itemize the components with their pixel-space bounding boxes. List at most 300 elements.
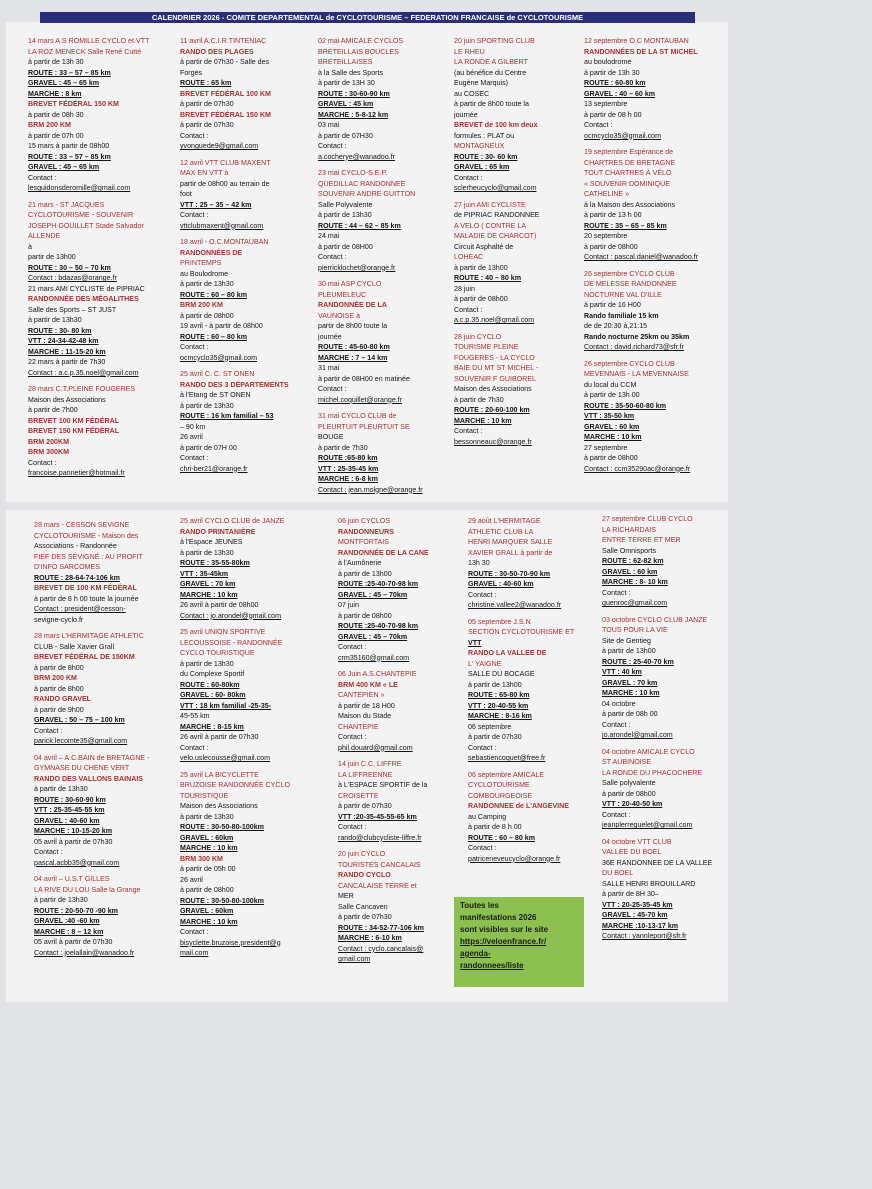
- entry-line: ROUTE : 45-60-80 km: [318, 343, 390, 351]
- entry-line: GRAVEL : 45 – 70km: [338, 632, 408, 641]
- entry-line: à partir de 13h30: [28, 316, 82, 324]
- contact-email[interactable]: chri-ber21@orange.fr: [180, 464, 248, 473]
- entry-line: 30 mai ASP CYCLO: [318, 280, 382, 288]
- entry-line: 25 avril UNION SPORTIVE: [180, 628, 266, 636]
- event-entry: [454, 332, 588, 448]
- contact-email[interactable]: jeanplerreguelet@gmail.com: [602, 821, 693, 829]
- entry-line: JOSEPH GOUILLET Stade Salvador: [28, 221, 144, 230]
- entry-line: 11 avril A.C.I.R.TINTENIAC: [180, 37, 267, 45]
- entry-line: à la Salle des Sports: [318, 68, 384, 77]
- entry-line: ROUTE :25-40-70-98 km: [338, 580, 419, 588]
- entry-line: PLEURTUIT PLEURTUIT SE: [318, 422, 410, 431]
- event-entry: [454, 200, 588, 326]
- entry-line: Maison des Associations: [28, 395, 106, 404]
- entry-line: BRM 200 KM: [180, 301, 223, 309]
- entry-line: BRETEILLAISES: [318, 58, 373, 66]
- entry-line: COMBOURGEOISE: [468, 791, 533, 800]
- entry-line: à partir de 07h30: [338, 802, 392, 810]
- contact-email[interactable]: Contact : jo.arondel@gmail.com: [180, 611, 282, 620]
- entry-line: à partir de 18 H00: [338, 701, 395, 710]
- entry-line: Contact :: [318, 385, 347, 393]
- entry-line: Contact :: [318, 142, 347, 150]
- entry-line: 20 juin SPORTING CLUB: [454, 37, 535, 45]
- entry-line: 24 mai: [318, 232, 340, 240]
- entry-line: RANDONNÉE DE LA: [318, 301, 387, 309]
- column-2-top: [180, 36, 314, 480]
- entry-line: ROUTE : 60-80km: [180, 680, 240, 689]
- column-4-bottom: [468, 516, 602, 870]
- entry-line: VTT: [468, 638, 482, 647]
- column-4-top: [454, 36, 588, 453]
- entry-line: 26 avril à partir de 08h00: [180, 601, 259, 609]
- entry-line: à partir de 08H00 en matinée: [318, 374, 410, 383]
- entry-line: partir de 13h00: [28, 253, 76, 261]
- entry-line: MARCHE : 10 km: [454, 416, 512, 425]
- entry-line: à partir de 08h 30: [28, 110, 84, 119]
- entry-line: à partir de 13h30: [180, 548, 234, 557]
- entry-line: 27 septembre: [584, 443, 628, 452]
- contact-email[interactable]: Contact : jean.molgne@orange.fr: [318, 485, 423, 494]
- contact-email[interactable]: Contact : joelallain@wanadoo.fr: [34, 948, 135, 957]
- entry-line: Contact :: [180, 211, 209, 219]
- entry-line: ROUTE : 28-64-74-106 km: [34, 573, 120, 582]
- entry-line: RANDONNEE de L'ANGEVINE: [468, 802, 570, 810]
- entry-line: ROUTE : 60 – 80 km: [180, 332, 248, 341]
- entry-line: 05 avril à partir de 07h30: [34, 938, 113, 946]
- entry-line: VTT : 20-25-35-45 km: [602, 900, 673, 909]
- entry-line: BRM 200 KM: [34, 674, 77, 682]
- entry-line: Contact :: [454, 173, 483, 182]
- entry-line: MARCHE : 10-15-20 km: [34, 827, 113, 835]
- entry-line: SECTION CYCLOTOURISME ET: [468, 628, 575, 636]
- entry-line: RANDO LA VALLEE DE: [468, 649, 547, 657]
- entry-line: 36E RANDONNEE DE LA VALLEE: [602, 858, 713, 867]
- entry-line: Eugène Marquis): [454, 79, 509, 87]
- entry-line: 28 juin CYCLO: [454, 332, 502, 341]
- event-entry: [602, 747, 736, 831]
- entry-line: VTT : 20-40-55 km: [468, 701, 529, 710]
- entry-line: GRAVEL : 50 – 75 – 100 km: [34, 716, 125, 724]
- column-3-top: [318, 36, 452, 501]
- entry-line: ROUTE : 33 – 57 – 85 km: [28, 68, 111, 77]
- entry-line: de de 20:30 à,21:15: [584, 322, 648, 330]
- contact-email[interactable]: Contact : bdazas@orange.fr: [28, 274, 117, 282]
- entry-line: à partir de 07h30 - Salle des: [180, 58, 270, 66]
- entry-line: ROUTE : 25-40-70 km: [602, 657, 674, 666]
- entry-line: Salle polyvalente: [602, 779, 656, 787]
- entry-line: à partir de 08h00: [584, 242, 638, 251]
- entry-line: ROUTE : 33 – 57 – 85 km: [28, 152, 111, 161]
- entry-line: à partir de 8h00 toute la: [454, 100, 529, 108]
- entry-line: à: [28, 242, 32, 251]
- entry-line: ROUTE : 30- 80 km: [28, 326, 92, 335]
- entry-line: ROUTE : 34-52-77-106 km: [338, 923, 424, 932]
- entry-line: à partir de 8h00: [34, 663, 84, 672]
- entry-line: NOCTURNE VAL D'ILLE: [584, 290, 662, 299]
- entry-line: Contact :: [602, 810, 631, 819]
- entry-line: MARCHE : 11-15-20 km: [28, 347, 106, 356]
- entry-line: à partir de 13H 30: [318, 79, 375, 87]
- event-entry: [34, 520, 168, 625]
- entry-line: – 90 km: [180, 422, 206, 431]
- entry-line: ROUTE : 16 km familial – 53: [180, 412, 274, 420]
- contact-email[interactable]: yvonguede9@gmail.com: [180, 142, 259, 150]
- entry-line: ROUTE : 35-55-80km: [180, 559, 250, 567]
- entry-line: DE MELESSE RANDONNEE: [584, 280, 677, 288]
- entry-line: à l'Etang de ST ONEN: [180, 391, 251, 399]
- entry-line: à partir de 08 h 00: [584, 110, 642, 119]
- column-3-bottom: [338, 516, 472, 971]
- entry-line: Maison des Associations: [454, 385, 532, 393]
- entry-line: CROISETTE: [338, 791, 379, 800]
- entry-line: VTT : 20-40-50 km: [602, 800, 663, 808]
- contact-email[interactable]: Contact : david.richard73@sfr.fr: [584, 343, 684, 351]
- entry-line: 05 septembre J.S.N: [468, 617, 531, 626]
- entry-line: VTT : 18 km familial -25-35-: [180, 701, 272, 710]
- event-entry: [584, 359, 729, 475]
- entry-line: BAIE DU MT ST MICHEL -: [454, 364, 539, 372]
- entry-line: à L'ESPACE SPORTIF de la: [338, 781, 428, 789]
- entry-line: ROUTE : 35-50-60-80 km: [584, 401, 667, 410]
- entry-line: TOUT CHARTRES À VÉLO: [584, 169, 672, 177]
- contact-email[interactable]: pierricklochet@orange.fr: [318, 263, 396, 272]
- entry-line: PLEUMELEUC: [318, 290, 367, 299]
- entry-line: Contact :: [180, 131, 209, 140]
- entry-line: 02 mai AMICALE CYCLOS: [318, 37, 404, 45]
- entry-line: à partir de 8h00: [34, 684, 84, 693]
- entry-line: Rando familiale 15 km: [584, 311, 659, 320]
- event-entry: [34, 753, 168, 869]
- entry-line: QUEDILLAC RANDONNEE: [318, 179, 406, 188]
- entry-line: 28 mars L'HERMITAGE ATHLETIC: [34, 632, 144, 640]
- column-1-bottom: [34, 520, 168, 964]
- contact-email[interactable]: a.cocherye@wanadoo.fr: [318, 152, 395, 161]
- entry-line: MALADIE DE CHARCOT): [454, 232, 537, 240]
- contact-email[interactable]: a.c.p.35.noel@gmail.com: [454, 316, 535, 324]
- entry-line: à partir de 13h30: [318, 211, 372, 219]
- event-entry: [28, 200, 162, 379]
- contact-email[interactable]: sclerheucyclo@gmail.com: [454, 184, 537, 192]
- entry-line: ROUTE : 20-60-100 km: [454, 406, 530, 414]
- entry-line: à partir de 07H30: [318, 131, 373, 140]
- contact-email[interactable]: ocmcyclo35@gmail.com: [180, 353, 257, 362]
- entry-line: SOUVENIR F GUIBOREL: [454, 374, 536, 383]
- entry-line: à partir de 08h 00: [602, 710, 658, 718]
- entry-line: BREVET 100 KM FÉDÉRAL: [28, 416, 120, 425]
- contact-email[interactable]: bisyclette.bruzoise.president@g: [180, 938, 281, 947]
- entry-line: VTT : 35-50 km: [584, 412, 635, 420]
- entry-line: RANDO PRINTANIÈRE: [180, 527, 256, 536]
- contact-email[interactable]: parick.lecomte35@gmail.com: [34, 737, 128, 745]
- entry-line: à partir de 08h00: [180, 886, 234, 894]
- event-entry: [28, 36, 162, 194]
- entry-line: CANCALAISE TERRE et: [338, 881, 417, 890]
- entry-line: RANDO DES 3 DÉPARTEMENTS: [180, 380, 289, 389]
- contact-email[interactable]: Contact : cyclo.cancalais@: [338, 944, 424, 953]
- entry-line: MER: [338, 892, 354, 900]
- contact-email[interactable]: christine.vallee2@wanadoo.fr: [468, 601, 562, 609]
- entry-line: partir de 8h00 toute la: [318, 322, 388, 330]
- entry-line: 04 octobre VTT CLUB: [602, 837, 672, 846]
- entry-line: 15 mars à partir de 08h00: [28, 142, 110, 150]
- entry-line: sevigne-cyclo.fr: [34, 615, 84, 624]
- contact-email[interactable]: gmail.com: [338, 955, 371, 963]
- entry-line: journée: [318, 332, 342, 341]
- entry-line: Contact :: [468, 844, 497, 852]
- event-entry: [180, 237, 314, 363]
- entry-line: ROUTE : 30-50-70-90 km: [468, 569, 551, 578]
- contact-email[interactable]: ocmcyclo35@gmail.com: [584, 131, 661, 140]
- entry-line: à partir de 08h00: [584, 454, 638, 462]
- entry-line: RANDO DES VALLONS BAINAIS: [34, 774, 144, 783]
- entry-line: GRAVEL :40 -60 km: [34, 917, 100, 925]
- entry-line: Maison du Stade: [338, 712, 392, 720]
- contact-email[interactable]: michel.coquillet@orange.fr: [318, 395, 403, 404]
- entry-line: XAVIER GRALL à partir de: [468, 548, 553, 557]
- entry-line: SOUVENIR ANDRE GUITTON: [318, 190, 416, 198]
- event-entry: [34, 631, 168, 747]
- entry-line: LA LIFFREENNE: [338, 770, 393, 779]
- entry-line: 03 mai: [318, 121, 340, 129]
- entry-line: 31 mai: [318, 364, 340, 372]
- entry-line: MARCHE : 5-8-12 km: [318, 110, 389, 119]
- entry-line: SALLE HENRI BROUILLARD: [602, 879, 696, 888]
- entry-line: VAUNOISE à: [318, 311, 361, 320]
- entry-line: 06 juin CYCLOS: [338, 517, 391, 525]
- entry-line: 26 avril: [180, 875, 203, 884]
- entry-line: 27 septembre CLUB CYCLO: [602, 515, 693, 523]
- entry-line: au COSEC: [454, 89, 490, 98]
- entry-line: MARCHE : 6-10 km: [338, 934, 402, 942]
- entry-line: CYCLO TOURISTIQUE: [180, 649, 255, 657]
- entry-line: Contact :: [180, 743, 209, 752]
- entry-line: au Boulodrome: [180, 269, 229, 278]
- entry-line: ROUTE : 65-80 km: [468, 691, 530, 699]
- entry-line: Contact :: [338, 823, 367, 831]
- entry-line: Contact :: [602, 720, 631, 729]
- contact-email[interactable]: sebastiencoquet@free.fr: [468, 754, 546, 762]
- contact-email[interactable]: lesguidonsderomille@gmail.com: [28, 184, 131, 192]
- entry-line: GRAVEL : 60 km: [602, 567, 658, 576]
- entry-line: à l'Espace JEUNES: [180, 538, 243, 546]
- entry-line: à partir de 8 h 00: [468, 823, 522, 831]
- entry-line: LA RICHARDAIS: [602, 525, 657, 534]
- contact-email[interactable]: velo.uslecousse@gmail.com: [180, 754, 270, 762]
- entry-line: VTT : 25 – 35 – 42 km: [180, 200, 252, 209]
- entry-line: du local du CCM: [584, 380, 637, 389]
- entry-line: LECOUSSOISE - RANDONNÉE: [180, 638, 283, 647]
- entry-line: BRM 400 KM « LE: [338, 680, 398, 689]
- contact-email[interactable]: jo.arondel@gmail.com: [602, 731, 673, 739]
- entry-line: 04 octobre: [602, 699, 636, 708]
- entry-line: 14 juin C.C. LIFFRE: [338, 760, 402, 768]
- contact-email[interactable]: Contact : yannleport@sfr.fr: [602, 932, 687, 940]
- entry-line: GRAVEL : 45 – 65 km: [28, 79, 100, 87]
- entry-line: GRAVEL : 60- 80km: [180, 691, 246, 699]
- entry-line: à partir de 13h30: [180, 812, 234, 821]
- entry-line: 12 avril VTT CLUB MAXENT: [180, 158, 271, 167]
- contact-email[interactable]: bessonneauc@orange.fr: [454, 437, 532, 446]
- entry-line: ALLENDE: [28, 232, 61, 240]
- entry-line: ROUTE :65-80 km: [318, 454, 378, 462]
- entry-line: MARCHE :10-13-17 km: [602, 921, 679, 930]
- contact-email[interactable]: Contact : pascal.daniel@wanadoo.fr: [584, 253, 699, 261]
- entry-line: ROUTE :25-40-70-98 km: [338, 622, 419, 630]
- contact-email[interactable]: francoise.pannetier@hotmail.fr: [28, 469, 125, 477]
- entry-line: CHANTEPIE: [338, 722, 379, 731]
- entry-line: 26 septembre CYCLO CLUB: [584, 269, 675, 278]
- entry-line: BRM 200 KM: [28, 121, 71, 129]
- contact-email[interactable]: crm35160@gmail.com: [338, 653, 410, 662]
- entry-line: 29 août L'HERMITAGE: [468, 517, 541, 525]
- entry-line: GRAVEL : 65 km: [454, 163, 510, 171]
- entry-line: DU BOEL: [602, 869, 634, 877]
- entry-line: GRAVEL : 45 – 65 km: [28, 163, 100, 171]
- entry-line: à partir de 7h00: [28, 406, 78, 414]
- entry-line: ROUTE : 30-50-80-100km: [180, 823, 264, 831]
- entry-line: 13h 30: [468, 559, 490, 567]
- entry-line: ROUTE : 30- 60 km: [454, 152, 518, 161]
- entry-line: Salle Polyvalente: [318, 200, 373, 209]
- event-entry: [584, 147, 729, 263]
- entry-line: Contact :: [584, 121, 613, 129]
- event-entry: [584, 36, 729, 141]
- entry-line: 21 mars AMI CYCLISTE de PIPRIAC: [28, 284, 145, 293]
- entry-line: 06 septembre: [468, 722, 512, 731]
- entry-line: à partir de 13h00: [454, 263, 508, 272]
- contact-email[interactable]: rando@clubcycliste-liffre.fr: [338, 833, 422, 842]
- entry-line: à partir de 07h30: [468, 733, 522, 741]
- entry-line: ROUTE : 30 – 50 – 70 km: [28, 263, 111, 272]
- entry-line: RANDONNEURS: [338, 527, 394, 536]
- entry-line: SALLE DU BOCAGE: [468, 670, 535, 678]
- entry-line: Contact :: [602, 588, 631, 597]
- entry-line: Salle Omnisports: [602, 546, 657, 555]
- entry-line: 25 avril C. C. ST ONEN: [180, 370, 255, 378]
- contact-email[interactable]: Contact : president@cesson-: [34, 605, 126, 613]
- entry-line: à partir de 7h30: [318, 443, 368, 452]
- entry-line: ROUTE : 30-60-90 km: [34, 795, 106, 804]
- website-link-cont[interactable]: randonnees/liste: [460, 961, 524, 970]
- contact-email[interactable]: phil.douard@gmail.com: [338, 743, 413, 752]
- entry-line: ROUTE : 60 – 80 km: [468, 833, 536, 842]
- entry-line: GRAVEL : 60km: [180, 907, 234, 915]
- entry-line: à partir de 16 H00: [584, 301, 641, 309]
- entry-line: LA RONDE DU PHACOCHERE: [602, 768, 703, 777]
- entry-line: 31 mai CYCLO CLUB de: [318, 412, 397, 420]
- event-entry: [318, 168, 452, 273]
- entry-line: à partir de 7h30: [454, 395, 504, 404]
- entry-line: à partir de 8 h 00 toute la journée: [34, 594, 139, 603]
- entry-line: MARCHE : 10 km: [180, 590, 238, 599]
- entry-line: ROUTE : 44 – 62 – 85 km: [318, 221, 401, 230]
- entry-line: à partir de 13h 30: [28, 58, 84, 66]
- entry-line: Associations - Randonnée: [34, 542, 117, 550]
- entry-line: VTT : 24-34-42-48 km: [28, 337, 99, 345]
- column-1-top: [28, 36, 162, 485]
- event-entry: [34, 874, 168, 958]
- entry-line: Site de Gentieg: [602, 636, 651, 645]
- entry-line: MARCHE : 10 km: [602, 689, 660, 697]
- event-entry: [28, 384, 162, 479]
- website-link-cont[interactable]: agenda-: [460, 949, 491, 958]
- entry-line: VTT : 25-35-45 km: [318, 464, 379, 473]
- entry-line: Maison des Associations: [180, 802, 258, 810]
- contact-email[interactable]: pascal.acbb35@gmail.com: [34, 858, 120, 867]
- event-entry: [318, 36, 452, 162]
- column-5-top: [584, 36, 729, 480]
- contact-email[interactable]: guenroc@gmail.com: [602, 599, 668, 607]
- event-entry: [180, 158, 314, 232]
- entry-line: CHARTRES DE BRETAGNE: [584, 158, 676, 167]
- event-entry: [454, 36, 588, 194]
- entry-line: LA RONDE A GILBERT: [454, 58, 528, 66]
- entry-line: MAX EN VTT à: [180, 169, 229, 177]
- entry-line: 04 octobre AMICALE CYCLO: [602, 747, 695, 756]
- entry-line: LE RHEU: [454, 47, 485, 56]
- entry-line: GRAVEL : 45 – 70km: [338, 590, 408, 599]
- entry-line: 04 avril – U.S.T GILLES: [34, 875, 110, 883]
- entry-line: 26 avril: [180, 433, 203, 441]
- entry-line: du Complexe Sportif: [180, 670, 245, 678]
- entry-line: 18 avril - O.C.MONTAUBAN: [180, 238, 269, 246]
- entry-line: FOUGERES - LA CYCLO: [454, 353, 535, 362]
- contact-email[interactable]: patriceneveucyclo@orange.fr: [468, 854, 561, 863]
- entry-line: GRAVEL : 70 km: [602, 678, 658, 687]
- entry-line: au Camping: [468, 812, 507, 821]
- entry-line: ROUTE : 35 – 65 – 85 km: [584, 221, 667, 230]
- entry-line: BRM 300 KM: [180, 854, 223, 863]
- entry-line: MARCHE : 8- 10 km: [602, 578, 668, 586]
- entry-line: TOUS POUR LA VIE: [602, 626, 668, 634]
- entry-line: Contact :: [454, 305, 483, 314]
- entry-line: MARCHE : 8-16 km: [468, 712, 532, 720]
- entry-line: formules : PLAT ou: [454, 131, 515, 140]
- contact-email[interactable]: Contact : ccm35290ac@orange.fr: [584, 464, 691, 473]
- entry-line: 20 juin CYCLO: [338, 850, 386, 858]
- entry-line: à partir de 8H 30–: [602, 890, 659, 898]
- contact-email[interactable]: vttclubmaxent@gmail.com: [180, 221, 264, 230]
- contact-email[interactable]: mail.com: [180, 949, 209, 957]
- entry-line: ROUTE : 62-82 km: [602, 557, 664, 565]
- event-entry: [180, 516, 314, 621]
- entry-line: 12 septembre O.C MONTAUBAN: [584, 37, 689, 45]
- entry-line: 06 Juin A.S.CHANTEPIE: [338, 670, 417, 678]
- website-link[interactable]: https://veloenfrance.fr/: [460, 937, 547, 946]
- entry-line: à partir de 13h30: [180, 280, 234, 288]
- entry-line: 23 mai CYCLO-S.E.P.: [318, 169, 388, 177]
- event-entry: [338, 849, 472, 965]
- entry-line: 14 mars A.S ROMILLE CYCLO et VTT: [28, 37, 150, 45]
- event-entry: [468, 516, 602, 611]
- entry-line: Contact :: [338, 643, 367, 651]
- entry-line: à partir de 13h 30: [584, 68, 640, 77]
- entry-line: RANDONNÉE DES MÉGALITHES: [28, 295, 139, 303]
- entry-line: 22 mars à partir de 7h30: [28, 358, 106, 366]
- entry-line: VTT : 40 km: [602, 668, 642, 676]
- entry-line: à partir de 13h30: [180, 401, 234, 410]
- entry-line: BRETEILLAIS BOUCLES: [318, 47, 399, 56]
- entry-line: MARCHE : 10 km: [584, 433, 642, 441]
- entry-line: BOUGE: [318, 433, 344, 441]
- entry-line: à partir de 13h 00: [584, 391, 640, 399]
- event-entry: [602, 514, 736, 609]
- entry-line: 21 mars - ST JACQUES: [28, 200, 105, 209]
- entry-line: Contact :: [180, 454, 209, 462]
- entry-line: à partir de 08H00: [318, 242, 373, 251]
- entry-line: GRAVEL : 40-60 km: [468, 580, 534, 588]
- contact-email[interactable]: Contact : a.c.p.35.noel@gmail.com: [28, 368, 139, 377]
